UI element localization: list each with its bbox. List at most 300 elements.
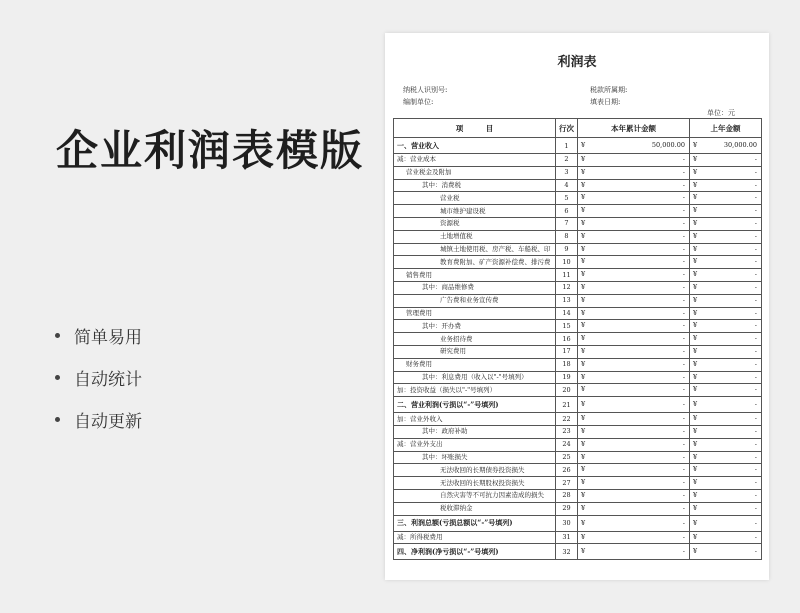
row-label: 减：营业外支出 xyxy=(394,438,556,451)
last-year-amount: - xyxy=(754,490,757,499)
row-line-number: 30 xyxy=(556,515,578,531)
last-year-amount-cell xyxy=(690,397,762,413)
table-row xyxy=(394,243,762,256)
ytd-amount-cell xyxy=(578,138,690,154)
last-year-amount: - xyxy=(754,478,757,487)
ytd-amount: 50,000.00 xyxy=(651,141,685,149)
ytd-amount-cell xyxy=(578,425,690,438)
last-year-amount: - xyxy=(754,295,757,304)
last-year-amount-cell xyxy=(690,413,762,426)
row-label: 城镇土地使用税、房产税、车船税、印 xyxy=(394,243,556,256)
table-row xyxy=(394,269,762,282)
table-row xyxy=(394,502,762,515)
row-label: 研究费用 xyxy=(394,345,556,358)
ytd-amount-cell xyxy=(578,531,690,544)
row-label: 加：营业外收入 xyxy=(394,413,556,426)
table-row xyxy=(394,333,762,346)
last-year-amount: - xyxy=(754,346,757,355)
header-ytd: 本年累计金额 xyxy=(578,119,690,138)
last-year-amount: - xyxy=(754,167,757,176)
last-year-amount-cell xyxy=(690,243,762,256)
table-row xyxy=(394,345,762,358)
row-line-number: 7 xyxy=(556,217,578,230)
tax-period-label: 税款所属期: xyxy=(590,86,628,94)
ytd-amount: - xyxy=(682,308,685,317)
table-row xyxy=(394,281,762,294)
last-year-amount: - xyxy=(754,385,757,394)
bullet-icon xyxy=(55,417,60,422)
last-year-amount-cell xyxy=(690,438,762,451)
row-label: 财务费用 xyxy=(394,358,556,371)
last-year-amount-cell xyxy=(690,192,762,205)
ytd-amount-cell xyxy=(578,371,690,384)
ytd-amount: - xyxy=(682,218,685,227)
row-line-number: 15 xyxy=(556,320,578,333)
table-header-row xyxy=(394,119,762,138)
ytd-amount: - xyxy=(682,346,685,355)
ytd-amount-cell xyxy=(578,358,690,371)
currency-symbol: ¥ xyxy=(581,321,586,330)
row-line-number: 17 xyxy=(556,345,578,358)
feature-label: 自动统计 xyxy=(74,369,142,390)
row-label: 一、营业收入 xyxy=(394,138,556,154)
last-year-amount-cell xyxy=(690,544,762,560)
ytd-amount: - xyxy=(682,414,685,423)
ytd-amount-cell xyxy=(578,320,690,333)
row-line-number: 5 xyxy=(556,192,578,205)
currency-symbol: ¥ xyxy=(581,141,586,149)
ytd-amount-cell xyxy=(578,397,690,413)
last-year-amount: - xyxy=(754,282,757,291)
currency-symbol: ¥ xyxy=(581,490,586,499)
ytd-amount-cell xyxy=(578,307,690,320)
last-year-amount-cell xyxy=(690,205,762,218)
ytd-amount-cell xyxy=(578,217,690,230)
currency-symbol: ¥ xyxy=(581,193,586,202)
currency-symbol: ¥ xyxy=(581,518,586,527)
income-statement-table xyxy=(393,118,762,560)
row-line-number: 14 xyxy=(556,307,578,320)
feature-item xyxy=(55,398,142,440)
currency-symbol: ¥ xyxy=(581,359,586,368)
ytd-amount-cell xyxy=(578,451,690,464)
ytd-amount: - xyxy=(682,359,685,368)
row-line-number: 11 xyxy=(556,269,578,282)
row-line-number: 4 xyxy=(556,179,578,192)
row-line-number: 32 xyxy=(556,544,578,560)
row-label: 其中：政府补助 xyxy=(394,425,556,438)
last-year-amount: - xyxy=(754,180,757,189)
currency-symbol: ¥ xyxy=(581,231,586,240)
last-year-amount: - xyxy=(754,257,757,266)
ytd-amount-cell xyxy=(578,502,690,515)
row-line-number: 26 xyxy=(556,464,578,477)
last-year-amount-cell xyxy=(690,502,762,515)
table-row xyxy=(394,451,762,464)
row-line-number: 29 xyxy=(556,502,578,515)
currency-symbol: ¥ xyxy=(581,180,586,189)
ytd-amount-cell xyxy=(578,489,690,502)
row-line-number: 20 xyxy=(556,384,578,397)
row-line-number: 23 xyxy=(556,425,578,438)
row-label: 管理费用 xyxy=(394,307,556,320)
row-line-number: 13 xyxy=(556,294,578,307)
row-label: 减：所得税费用 xyxy=(394,531,556,544)
row-label: 城市维护建设税 xyxy=(394,205,556,218)
document-title: 利润表 xyxy=(557,55,597,70)
table-row xyxy=(394,489,762,502)
ytd-amount: - xyxy=(682,426,685,435)
ytd-amount: - xyxy=(682,547,685,556)
last-year-amount-cell xyxy=(690,425,762,438)
ytd-amount-cell xyxy=(578,438,690,451)
last-year-amount-cell xyxy=(690,166,762,179)
unit-label: 单位：元 xyxy=(707,109,735,117)
ytd-amount: - xyxy=(682,400,685,409)
currency-symbol: ¥ xyxy=(693,400,698,409)
currency-symbol: ¥ xyxy=(581,346,586,355)
last-year-amount-cell xyxy=(690,384,762,397)
last-year-amount: - xyxy=(754,547,757,556)
table-row xyxy=(394,515,762,531)
currency-symbol: ¥ xyxy=(581,206,586,215)
last-year-amount-cell xyxy=(690,256,762,269)
ytd-amount-cell xyxy=(578,192,690,205)
currency-symbol: ¥ xyxy=(693,295,698,304)
last-year-amount-cell xyxy=(690,451,762,464)
header-item: 项 目 xyxy=(394,119,556,138)
currency-symbol: ¥ xyxy=(581,308,586,317)
row-label: 四、净利润(净亏损以“-”号填列) xyxy=(394,544,556,560)
last-year-amount: - xyxy=(754,308,757,317)
row-line-number: 21 xyxy=(556,397,578,413)
ytd-amount: - xyxy=(682,321,685,330)
ytd-amount: - xyxy=(682,244,685,253)
last-year-amount-cell xyxy=(690,320,762,333)
last-year-amount: - xyxy=(754,414,757,423)
ytd-amount: - xyxy=(682,206,685,215)
table-row xyxy=(394,464,762,477)
row-line-number: 1 xyxy=(556,138,578,154)
table-row xyxy=(394,371,762,384)
row-label: 无法收回的长期债券投资损失 xyxy=(394,464,556,477)
currency-symbol: ¥ xyxy=(693,270,698,279)
ytd-amount: - xyxy=(682,518,685,527)
table-row xyxy=(394,154,762,167)
currency-symbol: ¥ xyxy=(693,141,698,149)
table-row xyxy=(394,438,762,451)
last-year-amount-cell xyxy=(690,138,762,154)
hero-title: 企业利润表模版 xyxy=(56,126,365,175)
row-label: 业务招待费 xyxy=(394,333,556,346)
ytd-amount: - xyxy=(682,231,685,240)
last-year-amount-cell xyxy=(690,281,762,294)
ytd-amount-cell xyxy=(578,179,690,192)
table-row xyxy=(394,217,762,230)
last-year-amount: - xyxy=(754,155,757,163)
table-body xyxy=(394,138,762,560)
row-label: 其中：商品维修费 xyxy=(394,281,556,294)
currency-symbol: ¥ xyxy=(693,321,698,330)
row-line-number: 31 xyxy=(556,531,578,544)
last-year-amount-cell xyxy=(690,358,762,371)
currency-symbol: ¥ xyxy=(693,206,698,215)
table-row xyxy=(394,192,762,205)
currency-symbol: ¥ xyxy=(693,490,698,499)
taxpayer-id-label: 纳税人识别号: xyxy=(403,86,448,94)
last-year-amount: - xyxy=(754,193,757,202)
header-line: 行次 xyxy=(556,119,578,138)
ytd-amount: - xyxy=(682,439,685,448)
ytd-amount-cell xyxy=(578,243,690,256)
row-label: 自然灾害等不可抗力因素造成的损失 xyxy=(394,489,556,502)
feature-list xyxy=(55,314,142,440)
ytd-amount-cell xyxy=(578,384,690,397)
currency-symbol: ¥ xyxy=(693,231,698,240)
currency-symbol: ¥ xyxy=(581,465,586,474)
last-year-amount: - xyxy=(754,334,757,343)
row-label: 减：营业成本 xyxy=(394,154,556,167)
currency-symbol: ¥ xyxy=(693,547,698,556)
ytd-amount-cell xyxy=(578,544,690,560)
table-row xyxy=(394,230,762,243)
ytd-amount-cell xyxy=(578,154,690,167)
last-year-amount: - xyxy=(754,321,757,330)
last-year-amount: - xyxy=(754,244,757,253)
ytd-amount: - xyxy=(682,282,685,291)
last-year-amount-cell xyxy=(690,230,762,243)
ytd-amount: - xyxy=(682,385,685,394)
currency-symbol: ¥ xyxy=(693,193,698,202)
ytd-amount-cell xyxy=(578,333,690,346)
last-year-amount: - xyxy=(754,372,757,381)
table-row xyxy=(394,425,762,438)
row-label: 其中：利息费用（收入以"-"号填列） xyxy=(394,371,556,384)
last-year-amount: - xyxy=(754,206,757,215)
ytd-amount-cell xyxy=(578,345,690,358)
last-year-amount: - xyxy=(754,439,757,448)
currency-symbol: ¥ xyxy=(693,334,698,343)
currency-symbol: ¥ xyxy=(693,532,698,541)
currency-symbol: ¥ xyxy=(693,155,698,163)
row-label: 教育费附加、矿产资源补偿费、排污费 xyxy=(394,256,556,269)
row-line-number: 3 xyxy=(556,166,578,179)
row-line-number: 6 xyxy=(556,205,578,218)
table-row xyxy=(394,205,762,218)
bullet-icon xyxy=(55,333,60,338)
currency-symbol: ¥ xyxy=(693,426,698,435)
currency-symbol: ¥ xyxy=(581,218,586,227)
currency-symbol: ¥ xyxy=(581,400,586,409)
table-row xyxy=(394,166,762,179)
last-year-amount-cell xyxy=(690,154,762,167)
ytd-amount: - xyxy=(682,465,685,474)
row-label: 二、营业利润(亏损以“-”号填列) xyxy=(394,397,556,413)
row-label: 三、利润总额(亏损总额以“-”号填列) xyxy=(394,515,556,531)
currency-symbol: ¥ xyxy=(581,503,586,512)
last-year-amount: - xyxy=(754,518,757,527)
currency-symbol: ¥ xyxy=(581,439,586,448)
row-line-number: 19 xyxy=(556,371,578,384)
fill-date-label: 填表日期: xyxy=(590,98,621,106)
last-year-amount-cell xyxy=(690,477,762,490)
last-year-amount-cell xyxy=(690,531,762,544)
last-year-amount: - xyxy=(754,400,757,409)
table-row xyxy=(394,477,762,490)
currency-symbol: ¥ xyxy=(581,295,586,304)
row-label: 其中：消费税 xyxy=(394,179,556,192)
table-row xyxy=(394,544,762,560)
ytd-amount: - xyxy=(682,490,685,499)
ytd-amount-cell xyxy=(578,413,690,426)
last-year-amount-cell xyxy=(690,489,762,502)
currency-symbol: ¥ xyxy=(581,167,586,176)
row-label: 广告费和业务宣传费 xyxy=(394,294,556,307)
currency-symbol: ¥ xyxy=(693,465,698,474)
table-row xyxy=(394,320,762,333)
currency-symbol: ¥ xyxy=(581,547,586,556)
income-statement-sheet xyxy=(385,33,769,580)
table-row xyxy=(394,384,762,397)
currency-symbol: ¥ xyxy=(693,257,698,266)
table-row xyxy=(394,413,762,426)
currency-symbol: ¥ xyxy=(581,244,586,253)
ytd-amount-cell xyxy=(578,515,690,531)
currency-symbol: ¥ xyxy=(581,478,586,487)
feature-label: 简单易用 xyxy=(74,327,142,348)
table-row xyxy=(394,531,762,544)
last-year-amount: - xyxy=(754,465,757,474)
last-year-amount: - xyxy=(754,426,757,435)
row-line-number: 24 xyxy=(556,438,578,451)
row-line-number: 16 xyxy=(556,333,578,346)
row-label: 加：投资收益（损失以"-"号填列） xyxy=(394,384,556,397)
currency-symbol: ¥ xyxy=(693,282,698,291)
currency-symbol: ¥ xyxy=(581,452,586,461)
last-year-amount: - xyxy=(754,270,757,279)
last-year-amount: - xyxy=(754,452,757,461)
last-year-amount: - xyxy=(754,359,757,368)
last-year-amount: - xyxy=(754,231,757,240)
prepared-by-label: 编制单位: xyxy=(403,98,434,106)
currency-symbol: ¥ xyxy=(693,180,698,189)
ytd-amount: - xyxy=(682,452,685,461)
row-line-number: 9 xyxy=(556,243,578,256)
currency-symbol: ¥ xyxy=(581,270,586,279)
ytd-amount-cell xyxy=(578,281,690,294)
last-year-amount: - xyxy=(754,503,757,512)
last-year-amount: 30,000.00 xyxy=(723,141,757,149)
last-year-amount-cell xyxy=(690,269,762,282)
row-line-number: 25 xyxy=(556,451,578,464)
currency-symbol: ¥ xyxy=(693,244,698,253)
row-line-number: 10 xyxy=(556,256,578,269)
currency-symbol: ¥ xyxy=(693,518,698,527)
currency-symbol: ¥ xyxy=(693,414,698,423)
currency-symbol: ¥ xyxy=(693,359,698,368)
ytd-amount-cell xyxy=(578,230,690,243)
currency-symbol: ¥ xyxy=(693,167,698,176)
row-label: 土地增值税 xyxy=(394,230,556,243)
row-label: 其中：开办费 xyxy=(394,320,556,333)
feature-label: 自动更新 xyxy=(74,411,142,432)
last-year-amount: - xyxy=(754,532,757,541)
currency-symbol: ¥ xyxy=(693,385,698,394)
row-line-number: 22 xyxy=(556,413,578,426)
ytd-amount-cell xyxy=(578,294,690,307)
currency-symbol: ¥ xyxy=(693,372,698,381)
currency-symbol: ¥ xyxy=(693,346,698,355)
currency-symbol: ¥ xyxy=(581,334,586,343)
currency-symbol: ¥ xyxy=(693,218,698,227)
feature-item xyxy=(55,314,142,356)
row-line-number: 12 xyxy=(556,281,578,294)
ytd-amount: - xyxy=(682,180,685,189)
ytd-amount: - xyxy=(682,167,685,176)
currency-symbol: ¥ xyxy=(581,155,586,163)
ytd-amount: - xyxy=(682,257,685,266)
ytd-amount-cell xyxy=(578,166,690,179)
row-label: 资源税 xyxy=(394,217,556,230)
currency-symbol: ¥ xyxy=(693,308,698,317)
currency-symbol: ¥ xyxy=(581,257,586,266)
ytd-amount-cell xyxy=(578,256,690,269)
row-label: 其中：坏账损失 xyxy=(394,451,556,464)
bullet-icon xyxy=(55,375,60,380)
last-year-amount-cell xyxy=(690,307,762,320)
row-line-number: 27 xyxy=(556,477,578,490)
row-label: 无法收回的长期股权投资损失 xyxy=(394,477,556,490)
currency-symbol: ¥ xyxy=(581,282,586,291)
table-row xyxy=(394,256,762,269)
currency-symbol: ¥ xyxy=(581,385,586,394)
currency-symbol: ¥ xyxy=(693,439,698,448)
ytd-amount: - xyxy=(682,334,685,343)
row-label: 营业税金及附加 xyxy=(394,166,556,179)
ytd-amount: - xyxy=(682,478,685,487)
last-year-amount-cell xyxy=(690,333,762,346)
currency-symbol: ¥ xyxy=(581,532,586,541)
ytd-amount: - xyxy=(682,372,685,381)
header-last-year: 上年金额 xyxy=(690,119,762,138)
table-row xyxy=(394,358,762,371)
currency-symbol: ¥ xyxy=(581,372,586,381)
last-year-amount-cell xyxy=(690,515,762,531)
ytd-amount: - xyxy=(682,532,685,541)
table-row xyxy=(394,294,762,307)
row-label: 营业税 xyxy=(394,192,556,205)
table-row xyxy=(394,138,762,154)
currency-symbol: ¥ xyxy=(693,503,698,512)
ytd-amount: - xyxy=(682,270,685,279)
last-year-amount-cell xyxy=(690,217,762,230)
currency-symbol: ¥ xyxy=(581,426,586,435)
currency-symbol: ¥ xyxy=(693,478,698,487)
feature-item xyxy=(55,356,142,398)
last-year-amount-cell xyxy=(690,294,762,307)
currency-symbol: ¥ xyxy=(581,414,586,423)
last-year-amount-cell xyxy=(690,345,762,358)
last-year-amount: - xyxy=(754,218,757,227)
ytd-amount-cell xyxy=(578,269,690,282)
row-line-number: 18 xyxy=(556,358,578,371)
currency-symbol: ¥ xyxy=(693,452,698,461)
row-label: 销售费用 xyxy=(394,269,556,282)
ytd-amount: - xyxy=(682,155,685,163)
ytd-amount: - xyxy=(682,503,685,512)
row-line-number: 2 xyxy=(556,154,578,167)
last-year-amount-cell xyxy=(690,179,762,192)
